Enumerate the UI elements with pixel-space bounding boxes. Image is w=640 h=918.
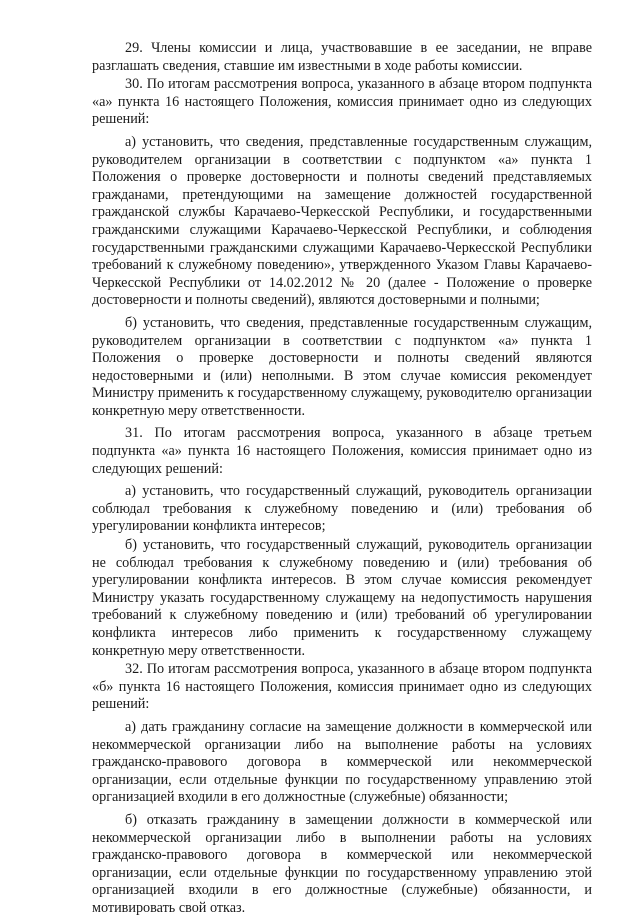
paragraph-31-a: а) установить, что государственный служащий, руководитель организации соблюдал требования к служебному поведению и (или) требования об урегулировании конфликта интересов; <box>92 483 592 535</box>
paragraph-32: 32. По итогам рассмотрения вопроса, указанного в абзаце втором подпункта «б» пункта 16 настоящего Положения, комиссия принимает одно из следующих решений: <box>92 661 592 713</box>
paragraph-30-b: б) установить, что сведения, представленные государственным служащим, руководителем организации в соответствии с подпунктом «а» пункта 1 Положения о проверке достоверности и полноты сведений являются недостоверными и (или) неполными. В этом случае комиссия рекомендует Министру применить к государственному служащему, руководителю организации конкретную меру ответственности. <box>92 314 592 419</box>
paragraph-29: 29. Члены комиссии и лица, участвовавшие в ее заседании, не вправе разглашать сведения, ставшие им известными в ходе работы комиссии. <box>92 40 592 74</box>
paragraph-32-a: а) дать гражданину согласие на замещение должности в коммерческой или некоммерческой организации либо на выполнение работы на условиях гражданско-правового договора в коммерческой или некоммерческой организации, если отдельные функции по государственному управлению этой организацией входили в его должностные (служебные) обязанности; <box>92 718 592 806</box>
paragraph-32-b: б) отказать гражданину в замещении должности в коммерческой или некоммерческой организации либо в выполнении работы на условиях гражданско-правового договора в коммерческой или некоммерческой организации, если отдельные функции по государственному управлению этой организацией входили в его должностные (служебные) обязанности, и мотивировать свой отказ. <box>92 811 592 916</box>
paragraph-31-b: б) установить, что государственный служащий, руководитель организации не соблюдал требования к служебному поведению и (или) требования об урегулировании конфликта интересов. В этом случае комиссия рекомендует Министру указать государственному служащему на недопустимость нарушения требований к служебному поведению и (или) требований об урегулировании конфликта интересов либо применить к государственному служащему конкретную меру ответственности. <box>92 537 592 659</box>
paragraph-30-a: а) установить, что сведения, представленные государственным служащим, руководителем организации в соответствии с подпунктом «а» пункта 1 Положения о проверке достоверности и полноты сведений представляемых гражданами, претендующими на замещение должностей государственной гражданской службы Карачаево-Черкесской Республики, и государственными гражданскими служащими Карачаево-Черкесской Республики, и соблюдения государственными гражданскими служащими Карачаево-Черкесской Республики требований к служебному поведению», утвержденного Указом Главы Карачаево-Черкесской Республики от 14.02.2012 № 20 (далее - Положение о проверке достоверности и полноты сведений), являются достоверными и полными; <box>92 133 592 309</box>
paragraph-30: 30. По итогам рассмотрения вопроса, указанного в абзаце втором подпункта «а» пункта 16 настоящего Положения, комиссия принимает одно из следующих решений: <box>92 76 592 128</box>
paragraph-31: 31. По итогам рассмотрения вопроса, указанного в абзаце третьем подпункта «а» пункта 16 настоящего Положения, комиссия принимает одно из следующих решений: <box>92 425 592 477</box>
